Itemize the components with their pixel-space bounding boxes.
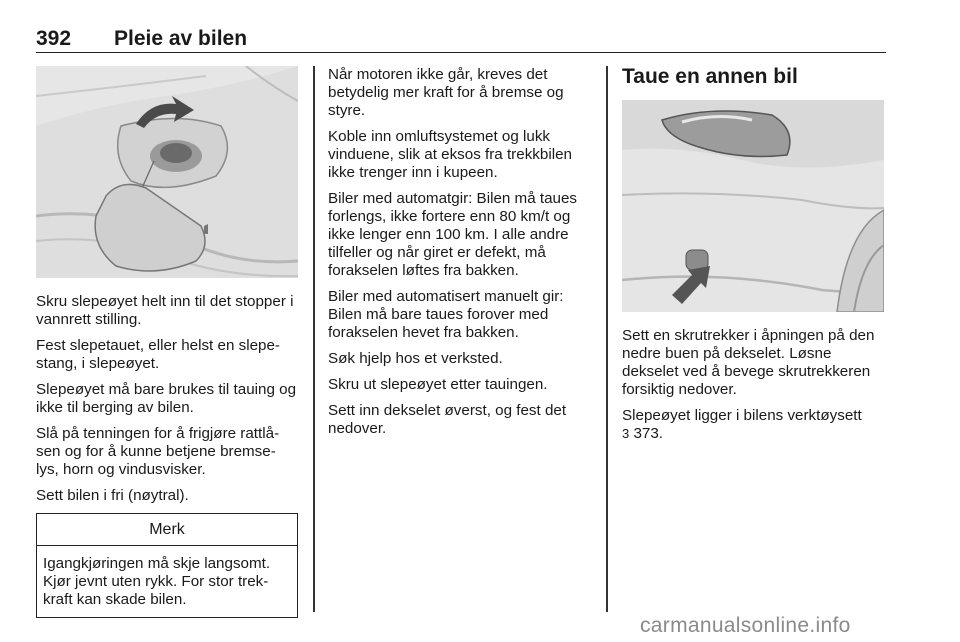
paragraph: Skru ut slepeøyet etter tauingen. [328,376,548,393]
paragraph: Slepeøyet må bare brukes til tauing og ikke til berging av bilen. [36,381,297,416]
paragraph: Sett en skrutrekker i åpningen på den nedre buen på dekselet. Løsne dekselet ved å bevege skrutrekkeren forsiktig nedover. [622,327,875,398]
paragraph: Når motoren ikke går, kreves det betydelig mer kraft for å bremse og styre. [328,66,564,119]
paragraph: Koble inn omluftsystemet og lukk vinduene, slik at eksos fra trekkbilen ikke trenger inn i kupeen. [328,128,572,181]
paragraph: Søk hjelp hos et verksted. [328,350,503,367]
paragraph: Sett bilen i fri (nøytral). [36,487,189,504]
watermark: carmanualsonline.info [640,614,851,637]
rear-bumper-illustration [622,100,884,312]
reference-arrow-icon: 3 [622,426,630,441]
note-body: Igangkjøringen må skje langsomt. Kjør jevnt uten rykk. For stor trek-kraft kan skade bilen. [43,555,271,608]
column-2 [328,66,594,446]
reference-page-link[interactable]: 373. [633,425,664,442]
note-title: Merk [37,514,297,546]
paragraph: Fest slepetauet, eller helst en slepe-stang, i slepeøyet. [36,337,280,372]
paragraph: Skru slepeøyet helt inn til det stopper i vannrett stilling. [36,293,294,328]
paragraph-text: Slepeøyet ligger i bilens verktøysett [622,407,862,424]
page-title: Pleie av bilen [114,27,248,50]
paragraph [622,407,890,443]
paragraph: Biler med automatgir: Bilen må taues forlengs, ikke fortere enn 80 km/t og ikke lenger enn 100 km. I alle andre tilfeller og når giret er defekt, må forakselen løftes fra bakken. [328,190,578,279]
column-divider [606,66,608,612]
paragraph: Slå på tenningen for å frigjøre rattlå-sen og for å kunne betjene bremse-lys, horn og vindusvisker. [36,425,280,478]
paragraph: Sett inn dekselet øverst, og fest det nedover. [328,402,567,437]
paragraph: Biler med automatisert manuelt gir: Bilen må bare taues forover med forakselen hevet fra bakken. [328,288,564,341]
column-divider [313,66,315,612]
column-3 [622,66,890,451]
note-box [36,513,298,618]
page-number: 392 [36,27,72,50]
section-heading: Taue en annen bil [622,65,798,88]
towing-eye-illustration [36,66,298,278]
page-header [36,22,886,53]
column-1 [36,66,298,618]
